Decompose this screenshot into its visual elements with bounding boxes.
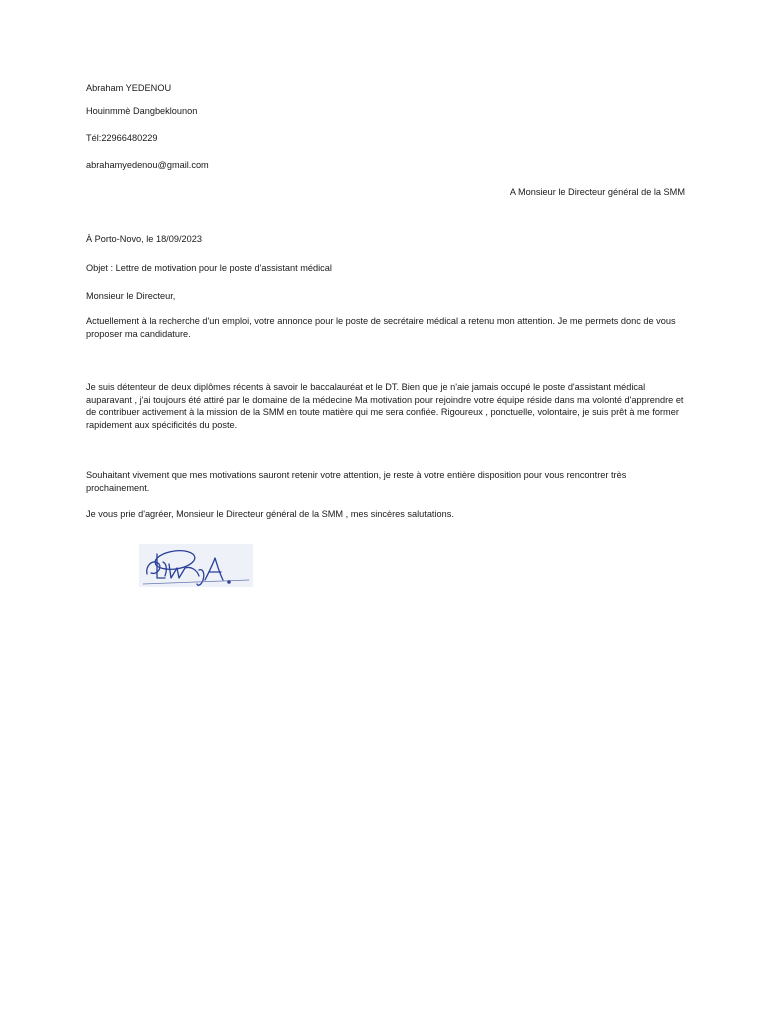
sender-address: Houinmmè Dangbeklounon: [86, 106, 198, 116]
signature-image: [139, 544, 253, 587]
subject-line: Objet : Lettre de motivation pour le poste d'assistant médical: [86, 263, 332, 273]
sender-name: Abraham YEDENOU: [86, 83, 172, 93]
sender-email: abrahamyedenou@gmail.com: [86, 160, 209, 170]
closing-line: Je vous prie d'agréer, Monsieur le Directeur général de la SMM , mes sincères salutations.: [86, 509, 454, 519]
recipient-line: A Monsieur le Directeur général de la SMM: [509, 187, 685, 197]
sender-phone: Tél:22966480229: [86, 133, 158, 143]
paragraph-qualifications: Je suis détenteur de deux diplômes récents à savoir le baccalauréat et le DT. Bien que je n'aie jamais occupé le poste d'assistant médical auparavant , j'ai toujours été attiré par le domaine de la médecine Ma motivation pour rejoindre votre équipe réside dans ma volonté d'apprendre et de contribuer activement à la mission de la SMM en toute matière qui me sera confiée. Rigoureux , ponctuelle, volontaire, je suis prêt à me former rapidement aux spécificités du poste.: [86, 382, 684, 430]
place-date: À Porto-Novo, le 18/09/2023: [86, 234, 202, 244]
paragraph-intro: Actuellement à la recherche d'un emploi, votre annonce pour le poste de secrétaire médical a retenu mon attention. Je me permets donc de vous proposer ma candidature.: [86, 316, 676, 339]
salutation: Monsieur le Directeur,: [86, 291, 176, 301]
paragraph-availability: Souhaitant vivement que mes motivations sauront retenir votre attention, je reste à votre entière disposition pour vous rencontrer très prochainement.: [86, 470, 627, 493]
handwritten-signature: [139, 544, 253, 587]
